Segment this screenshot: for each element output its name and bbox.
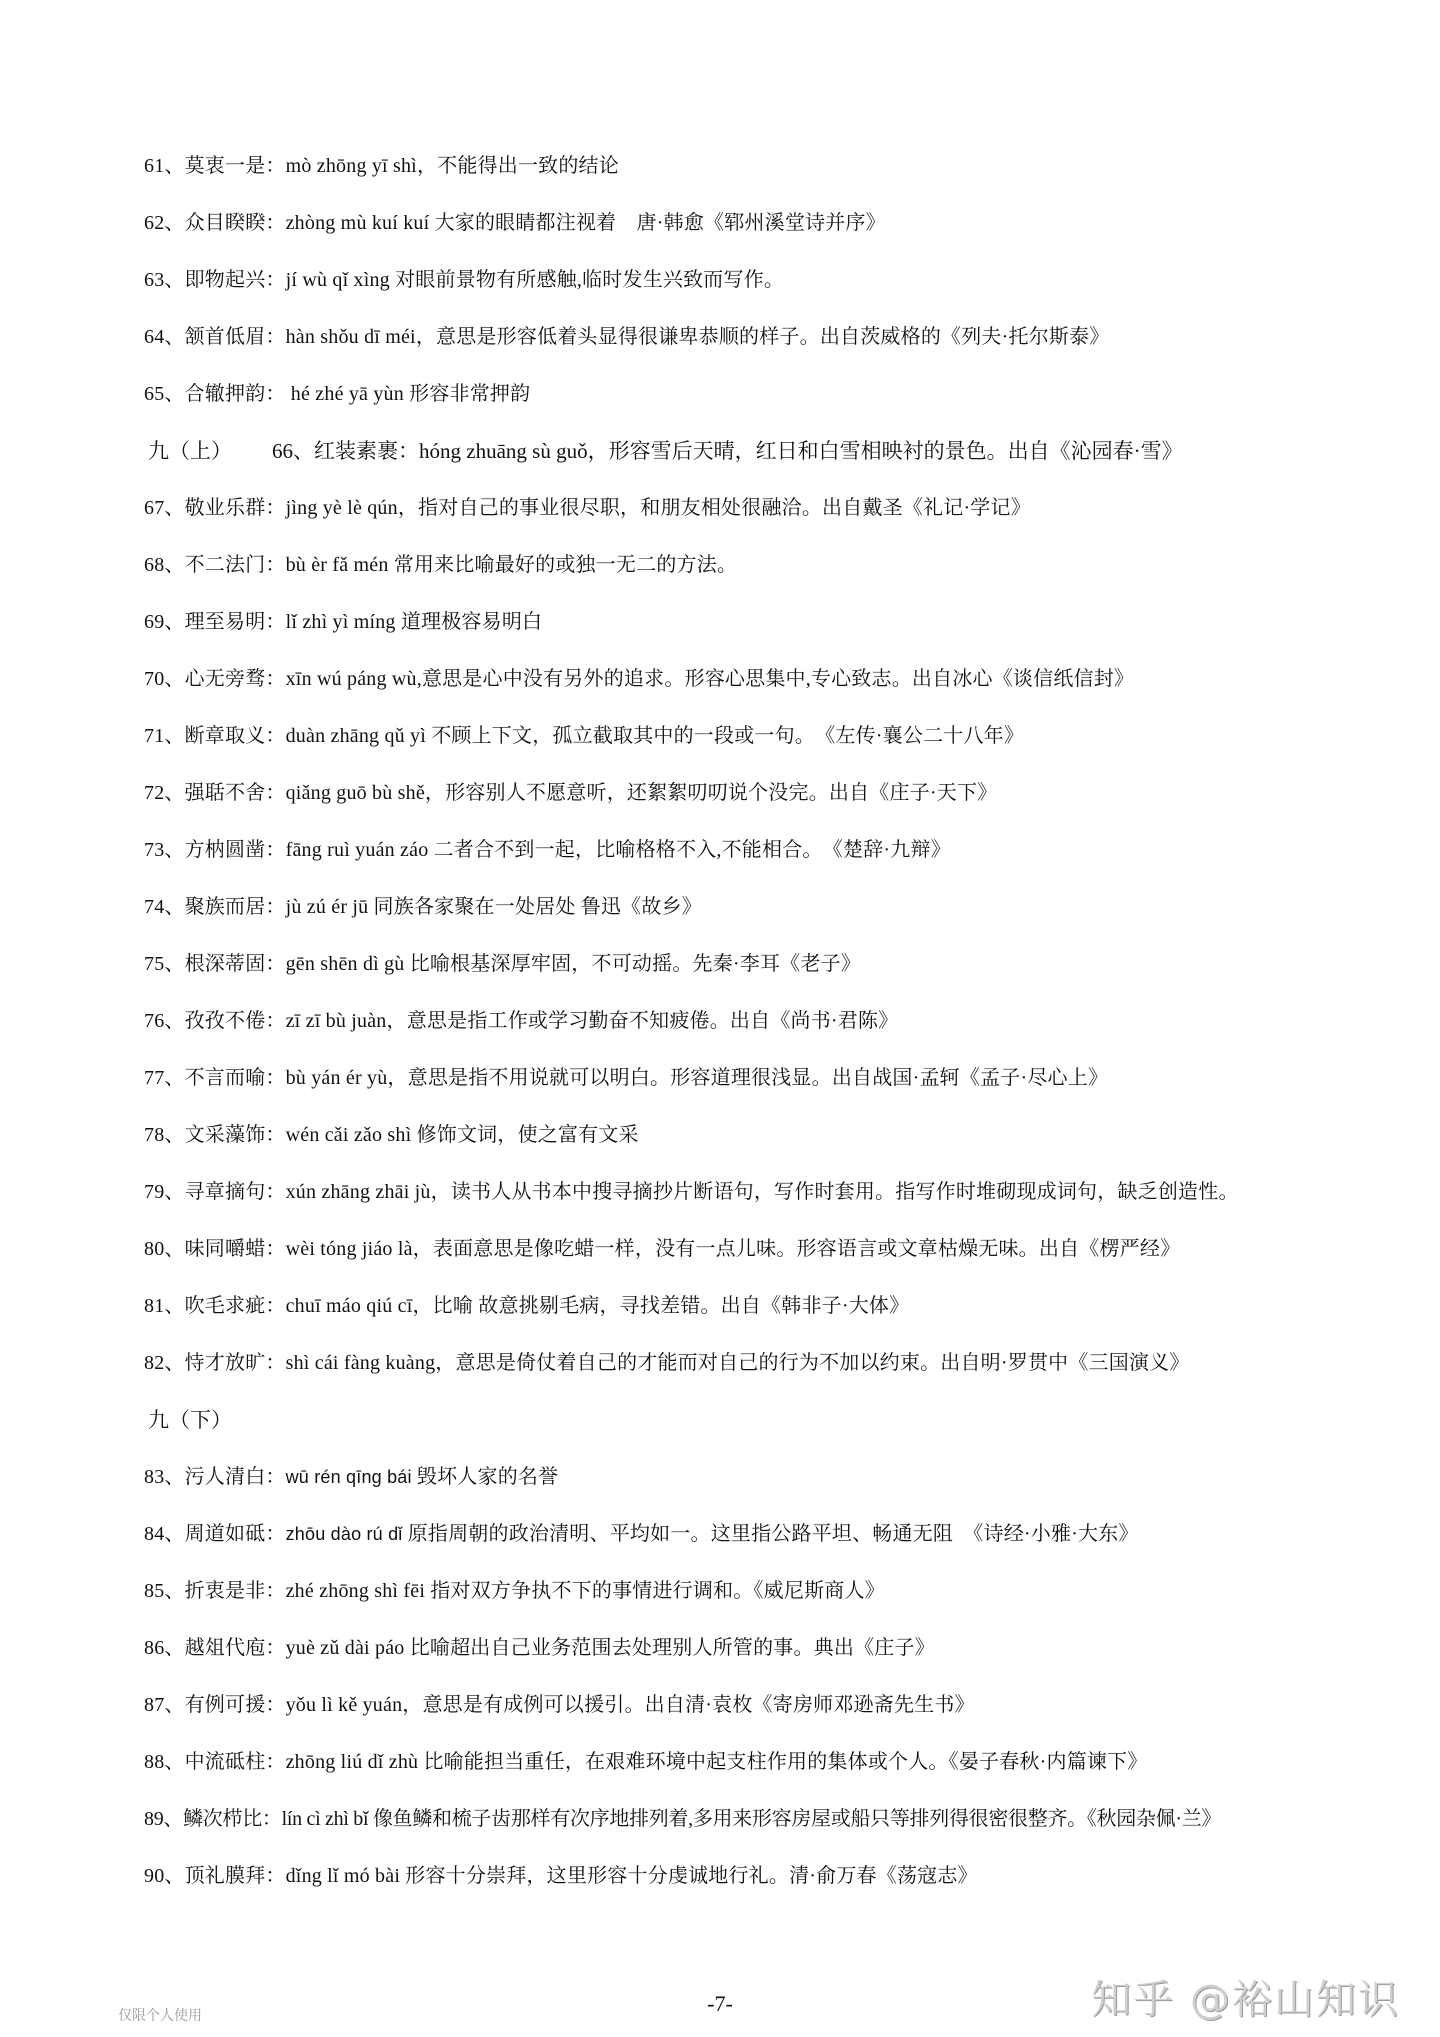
entry-term: 孜孜不倦： (184, 1010, 286, 1032)
entry-number: 90、 (144, 1865, 185, 1887)
entry-number: 67、 (144, 497, 185, 519)
entry-definition: 指对自己的事业很尽职，和朋友相处很融洽。出自戴圣《礼记·学记》 (418, 497, 1031, 519)
entry-73 (144, 836, 951, 864)
entry-pinyin: hóng zhuāng sù guǒ， (419, 439, 609, 463)
entry-86 (144, 1634, 935, 1662)
entry-definition: 修饰文词，使之富有文采 (416, 1124, 639, 1146)
entry-65 (144, 380, 530, 408)
entry-term: 众目睽睽： (184, 212, 286, 234)
entry-number: 87、 (144, 1694, 185, 1716)
entry-84 (144, 1520, 1139, 1548)
entry-number: 82、 (144, 1352, 185, 1374)
entry-pinyin: jù zú ér jū (285, 896, 374, 918)
entry-pinyin: yǒu lì kě yuán， (285, 1694, 423, 1716)
entry-definition: 意思是心中没有另外的追求。形容心思集中,专心致志。出自冰心《谈信纸信封》 (421, 668, 1135, 690)
entry-pinyin: shì cái fàng kuàng， (285, 1352, 456, 1374)
entry-number: 77、 (144, 1067, 185, 1089)
entry-74 (144, 893, 702, 921)
entry-pinyin: mò zhōng yī shì， (285, 155, 438, 177)
entry-pinyin: hé zhé yā yùn (285, 383, 410, 405)
entry-term: 合辙押韵： (184, 383, 286, 405)
entry-number: 63、 (144, 269, 185, 291)
entry-67 (144, 494, 1031, 522)
entry-pinyin: yuè zǔ dài páo (285, 1637, 410, 1659)
entry-term: 断章取义： (184, 725, 286, 747)
entry-number: 76、 (144, 1010, 185, 1032)
entry-72 (144, 779, 997, 807)
entry-81 (144, 1292, 909, 1320)
entry-term: 污人清白： (184, 1466, 286, 1488)
entry-term: 强聒不舍： (184, 782, 286, 804)
entry-pinyin: bù èr fǎ mén (285, 554, 394, 576)
entry-definition: 不顾上下文，孤立截取其中的一段或一句。 《左传·襄公二十八年》 (431, 725, 1025, 747)
section-nine-lower (148, 1406, 232, 1434)
entry-68 (144, 551, 737, 579)
entry-number: 69、 (144, 611, 185, 633)
entry-pinyin: hàn shǒu dī méi， (285, 326, 437, 348)
entry-definition: 比喻超出自己业务范围去处理别人所管的事。典出《庄子》 (409, 1637, 935, 1659)
entry-pinyin: xīn wú páng wù, (285, 668, 422, 690)
entry-definition: 对眼前景物有所感触,临时发生兴致而写作。 (395, 269, 785, 291)
entry-number: 85、 (144, 1580, 185, 1602)
entry-definition: 大家的眼睛都注视着 唐·韩愈《郓州溪堂诗并序》 (434, 212, 886, 234)
entry-definition: 比喻 故意挑剔毛病，寻找差错。出自《韩非子·大体》 (432, 1295, 910, 1317)
entry-78 (144, 1121, 639, 1149)
entry-pinyin: wèi tóng jiáo là， (285, 1238, 433, 1260)
entry-definition: 道理极容易明白 (400, 611, 543, 633)
entry-pinyin: zī zī bù juàn， (285, 1010, 407, 1032)
entry-69 (144, 608, 542, 636)
entry-63 (144, 266, 784, 294)
entry-term: 莫衷一是： (184, 155, 286, 177)
entry-88 (144, 1748, 1148, 1776)
entry-definition: 形容别人不愿意听，还絮絮叨叨说个没完。出自《庄子·天下》 (445, 782, 998, 804)
entry-definition: 读书人从书本中搜寻摘抄片断语句，写作时套用。指写作时堆砌现成词句，缺乏创造性。 (450, 1181, 1239, 1203)
entry-term: 不二法门： (184, 554, 286, 576)
entry-number: 66、 (272, 439, 314, 463)
entry-pinyin: wū rén qīng bái (285, 1467, 417, 1487)
entry-pinyin: zhòng mù kuí kuí (285, 212, 435, 234)
entry-pinyin: zhōu dào rú dǐ (285, 1524, 408, 1544)
entry-pinyin: jí wù qǐ xìng (285, 269, 396, 291)
entry-61 (144, 152, 619, 180)
section-heading: 九（下） (148, 1408, 232, 1432)
entry-term: 方枘圆凿： (184, 839, 286, 861)
entry-definition: 意思是形容低着头显得很谦卑恭顺的样子。出自茨威格的《列夫·托尔斯泰》 (436, 326, 1110, 348)
entry-definition: 同族各家聚在一处居处 鲁迅《故乡》 (373, 896, 702, 918)
entry-term: 味同嚼蜡： (184, 1238, 286, 1260)
entry-pinyin: zhé zhōng shì fēi (285, 1580, 431, 1602)
entry-definition: 比喻能担当重任，在艰难环境中起支柱作用的集体或个人。《晏子春秋·内篇谏下》 (423, 1751, 1148, 1773)
entry-number: 64、 (144, 326, 185, 348)
entry-definition: 意思是有成例可以援引。出自清·袁枚《寄房师邓逊斋先生书》 (422, 1694, 975, 1716)
entry-76 (144, 1007, 898, 1035)
entry-definition: 意思是指不用说就可以明白。形容道理很浅显。出自战国·孟轲《孟子·尽心上》 (407, 1067, 1109, 1089)
page-number: -7- (707, 1991, 733, 2016)
entry-term: 折衷是非： (184, 1580, 286, 1602)
watermark: 知乎 @裕山知识 (1091, 1977, 1400, 2023)
entry-number: 71、 (144, 725, 185, 747)
entry-77 (144, 1064, 1108, 1092)
entry-62 (144, 209, 886, 237)
entry-term: 恃才放旷： (184, 1352, 286, 1374)
entry-number: 70、 (144, 668, 185, 690)
entry-number: 62、 (144, 212, 185, 234)
entry-pinyin: lǐ zhì yì míng (285, 611, 401, 633)
entry-82 (144, 1349, 1190, 1377)
entry-pinyin: gēn shēn dì gù (285, 953, 410, 975)
entry-definition: 比喻根基深厚牢固，不可动摇。先秦·李耳《老子》 (409, 953, 861, 975)
entry-term: 鳞次栉比： (183, 1808, 282, 1830)
entry-number: 88、 (144, 1751, 185, 1773)
entry-definition: 意思是倚仗着自己的才能而对自己的行为不加以约束。出自明·罗贯中《三国演义》 (455, 1352, 1190, 1374)
entry-number: 81、 (144, 1295, 185, 1317)
entry-64 (144, 323, 1110, 351)
entry-pinyin: qiǎng guō bù shě， (285, 782, 446, 804)
entry-75 (144, 950, 861, 978)
entry-pinyin: zhōng liú dǐ zhù (285, 1751, 424, 1773)
entry-pinyin: fāng ruì yuán záo (285, 839, 434, 861)
entry-number: 65、 (144, 383, 185, 405)
entry-definition: 二者合不到一起，比喻格格不入,不能相合。 《楚辞·九辩》 (433, 839, 951, 861)
entry-definition: 形容非常押韵 (409, 383, 531, 405)
entry-70 (144, 665, 1134, 693)
entry-definition: 表面意思是像吃蜡一样，没有一点儿味。形容语言或文章枯燥无味。出自《楞严经》 (432, 1238, 1181, 1260)
entry-definition: 形容雪后天晴，红日和白雪相映衬的景色。出自《沁园春·雪》 (608, 439, 1183, 463)
entry-79 (144, 1178, 1239, 1206)
entry-definition: 指对双方争执不下的事情进行调和。《威尼斯商人》 (430, 1580, 885, 1602)
entry-83 (144, 1463, 558, 1491)
section-heading: 九（上） (148, 439, 232, 463)
entry-definition: 毁坏人家的名誉 (416, 1466, 559, 1488)
entry-number: 86、 (144, 1637, 185, 1659)
entry-definition: 形容十分崇拜，这里形容十分虔诚地行礼。清·俞万春《荡寇志》 (405, 1865, 978, 1887)
entry-definition: 意思是指工作或学习勤奋不知疲倦。出自《尚书·君陈》 (406, 1010, 899, 1032)
entry-term: 根深蒂固： (184, 953, 286, 975)
entry-number: 75、 (144, 953, 185, 975)
entry-80 (144, 1235, 1180, 1263)
entry-pinyin: bù yán ér yù， (285, 1067, 408, 1089)
entry-number: 84、 (144, 1523, 185, 1545)
entry-term: 心无旁骛： (184, 668, 286, 690)
entry-number: 68、 (144, 554, 185, 576)
entry-number: 72、 (144, 782, 185, 804)
entry-pinyin: duàn zhāng qǔ yì (285, 725, 432, 747)
entry-71 (144, 722, 1024, 750)
entry-85 (144, 1577, 885, 1605)
entry-term: 吹毛求疵： (184, 1295, 286, 1317)
entry-pinyin: lín cì zhì bǐ (281, 1808, 373, 1830)
entry-term: 文采藻饰： (184, 1124, 286, 1146)
entry-pinyin: xún zhāng zhāi jù， (285, 1181, 451, 1203)
section-nine-upper (148, 437, 1183, 465)
entry-definition: 不能得出一致的结论 (437, 155, 619, 177)
entry-number: 61、 (144, 155, 185, 177)
usage-note: 仅限个人使用 (118, 2008, 202, 2024)
entry-term: 敬业乐群： (184, 497, 286, 519)
entry-term: 即物起兴： (184, 269, 286, 291)
entry-number: 80、 (144, 1238, 185, 1260)
entry-term: 顶礼膜拜： (184, 1865, 286, 1887)
entry-definition: 像鱼鳞和梳子齿那样有次序地排列着,多用来形容房屋或船只等排列得很密很整齐。《秋园杂佩·兰》 (372, 1808, 1222, 1830)
entry-term: 越俎代庖： (184, 1637, 286, 1659)
entry-definition: 原指周朝的政治清明、平均如一。这里指公路平坦、畅通无阻 《诗经·小雅·大东》 (407, 1523, 1139, 1545)
entry-number: 73、 (144, 839, 185, 861)
entry-number: 74、 (144, 896, 185, 918)
entry-87 (144, 1691, 975, 1719)
entry-term: 聚族而居： (184, 896, 286, 918)
entry-pinyin: dǐng lǐ mó bài (285, 1865, 406, 1887)
entry-pinyin: wén cǎi zǎo shì (285, 1124, 417, 1146)
entry-89 (144, 1805, 1221, 1833)
entry-number: 79、 (144, 1181, 185, 1203)
entry-definition: 常用来比喻最好的或独一无二的方法。 (393, 554, 738, 576)
entry-number: 78、 (144, 1124, 185, 1146)
entry-term: 颔首低眉： (184, 326, 286, 348)
entry-term: 不言而喻： (184, 1067, 286, 1089)
entry-pinyin: chuī máo qiú cī， (285, 1295, 433, 1317)
entry-pinyin: jìng yè lè qún， (285, 497, 419, 519)
entry-term: 周道如砥： (184, 1523, 286, 1545)
entry-number: 83、 (144, 1466, 185, 1488)
entry-term: 有例可援： (184, 1694, 286, 1716)
entry-90 (144, 1862, 978, 1890)
entry-term: 理至易明： (184, 611, 286, 633)
entry-term: 寻章摘句： (184, 1181, 286, 1203)
entry-term: 中流砥柱： (184, 1751, 286, 1773)
entry-number: 89、 (144, 1808, 184, 1830)
entry-term: 红装素裹： (314, 439, 419, 463)
